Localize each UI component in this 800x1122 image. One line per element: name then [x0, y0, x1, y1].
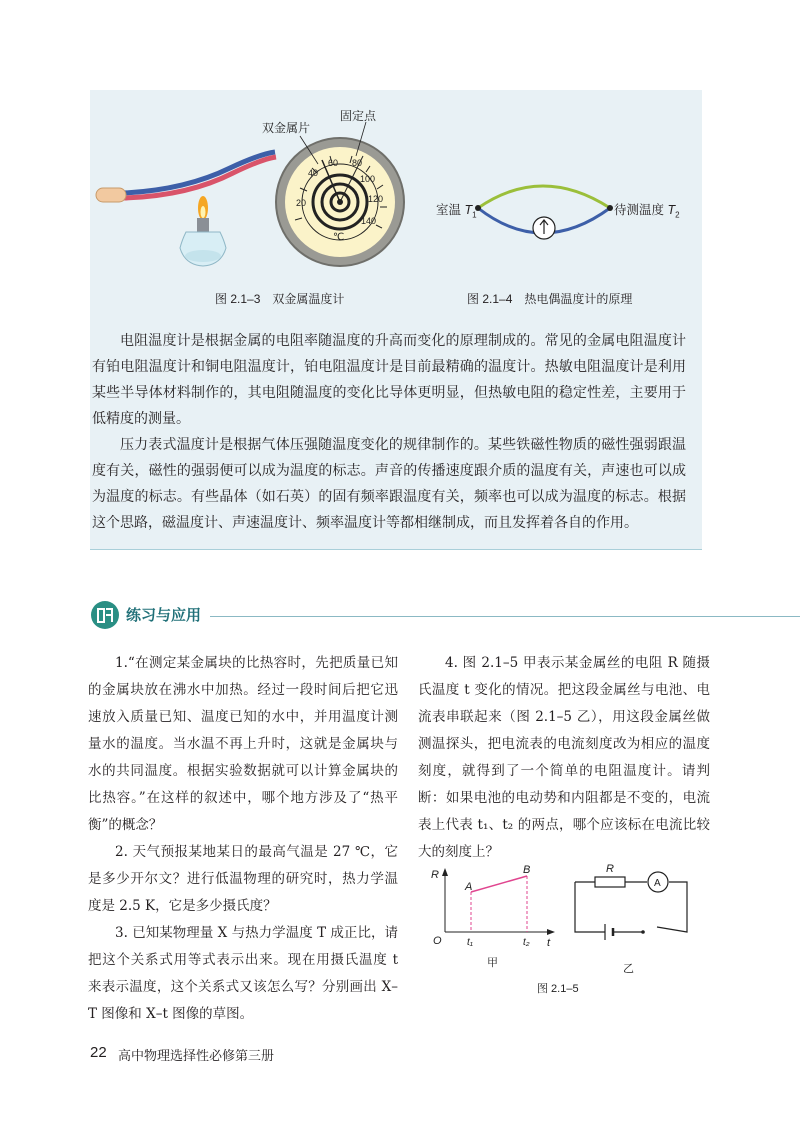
axis-t-label: t	[547, 937, 551, 949]
book-title: 高中物理选择性必修第三册	[118, 1048, 275, 1063]
section-divider	[210, 616, 800, 617]
t2-label: t₂	[523, 937, 530, 948]
circuit-wire	[575, 882, 687, 932]
scale-140: 140	[361, 216, 377, 226]
exercise-1: 1.“在测定某金属块的比热容时，先把质量已知的金属块放在沸水中加热。经过一段时间后把它迅速放入质量已知、温度已知的水中，并用温度计测量水的温度。当水温不再上升时，这就是金属块与水的共同温度。根据实验数据就可以计算金属块的比热容。”在这样的叙述中，哪个地方涉及了“热平衡”的概念？	[88, 655, 398, 833]
origin-label: O	[433, 935, 442, 947]
scale-120: 120	[368, 194, 384, 204]
exercise-section-icon	[90, 600, 120, 630]
resistor-icon	[595, 877, 625, 887]
unit-label: ℃	[333, 232, 345, 243]
exercise-column-left	[88, 650, 398, 1028]
scale-40: 40	[308, 168, 319, 178]
paragraph-pressure-thermometer: 压力表式温度计是根据气体压强随温度变化的规律制作的。某些铁磁性物质的磁性强弱跟温度有关，磁性的强弱便可以成为温度的标志。声音的传播速度跟介质的温度有关，声速也可以成为温度的标志。有些晶体（如石英）的固有频率跟温度有关，频率也可以成为温度的标志。根据这个思路，磁温度计、声速温度计、频率温度计等都相继制成，而且发挥着各自的作用。	[92, 437, 686, 531]
figure-2-1-5	[425, 860, 700, 1010]
label-jia: 甲	[487, 957, 498, 969]
label-fixed-point: 固定点	[340, 109, 377, 123]
caption-figure-5: 图 2.1–5	[537, 983, 579, 995]
page-number: 22	[90, 1044, 107, 1061]
label-test-temp: 待测温度 $T_2$	[614, 203, 680, 220]
caption-figure-4: 图 2.1–4 热电偶温度计的原理	[467, 292, 633, 306]
bimetal-thermometer-figure	[90, 90, 420, 290]
scale-100: 100	[360, 174, 376, 184]
point-b-label: B	[523, 864, 531, 876]
axis-r-label: R	[431, 869, 439, 881]
exercise-3: 3. 已知某物理量 X 与热力学温度 T 成正比，请把这个关系式用等式表示出来。现在用摄氏温度 t 来表示温度，这个关系式又该怎么写？分别画出 X–T 图像和 X–t 图像的草图。	[88, 925, 398, 1022]
point-a-label: A	[465, 881, 473, 893]
t1-label: t₁	[467, 937, 473, 948]
switch-icon	[641, 930, 645, 934]
section-title: 练习与应用	[126, 607, 202, 624]
panel-divider	[90, 549, 702, 550]
scale-20: 20	[296, 198, 307, 208]
scale-60: 60	[328, 158, 339, 168]
exercise-column-right	[418, 650, 710, 866]
label-yi: 乙	[623, 963, 634, 975]
label-room-temp: 室温 $T_1$	[436, 203, 477, 220]
thermocouple-wire-top	[478, 186, 610, 208]
exercise-4: 4. 图 2.1–5 甲表示某金属丝的电阻 R 随摄氏温度 t 变化的情况。把这段金属丝与电池、电流表串联起来（图 2.1–5 乙），用这段金属丝做测温探头，把电流表的电流刻度改为相应的温度刻度，就得到了一个简单的电阻温度计。请判断：如果电池的电动势和内阻都是不变的，电流表上代表 t₁、t₂ 的两点，哪个应该标在电流比较大的刻度上？	[418, 655, 710, 860]
exercise-2: 2. 天气预报某地某日的最高气温是 27 ℃，它是多少开尔文？进行低温物理的研究时，热力学温度是 2.5 K，它是多少摄氏度？	[88, 844, 398, 914]
resistor-label: R	[606, 863, 614, 875]
ammeter-label: A	[654, 878, 661, 889]
scale-80: 80	[352, 158, 363, 168]
caption-figure-3: 图 2.1–3 双金属温度计	[215, 292, 345, 306]
graph-line-ab	[471, 876, 527, 892]
handle-icon	[96, 188, 126, 202]
paragraph-resistance-thermometer: 电阻温度计是根据金属的电阻率随温度的升高而变化的原理制成的。常见的金属电阻温度计有铂电阻温度计和铜电阻温度计，铂电阻温度计是目前最精确的温度计。热敏电阻温度计是利用某些半导体材料制作的，其电阻随温度的变化比导体更明显，但热敏电阻的稳定性差，主要用于低精度的测量。	[92, 333, 686, 427]
label-bimetal: 双金属片	[262, 121, 311, 135]
